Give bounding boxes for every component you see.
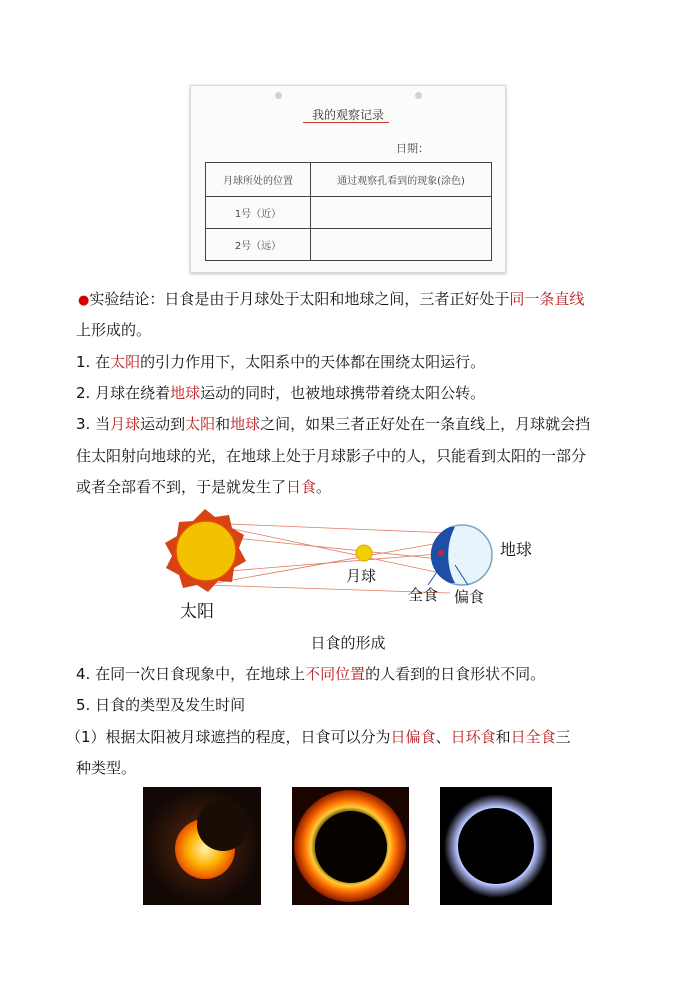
diagram-caption: 日食的形成 <box>310 634 386 652</box>
point-5-1-line-2: 种类型。 <box>76 759 137 777</box>
point-4 <box>76 664 545 684</box>
separator-1: 、 <box>435 728 451 746</box>
point-3-mid-1: 运动到 <box>140 415 186 433</box>
partial-eclipse-photo <box>143 787 261 905</box>
row-position: 2号（远） <box>206 229 311 261</box>
point-5-1-line-1 <box>66 727 571 747</box>
point-2-highlight: 地球 <box>170 384 201 402</box>
separator-2: 和 <box>495 728 511 746</box>
point-3-line-3-post: 。 <box>316 478 332 496</box>
conclusion-text: 实验结论：日食是由于月球处于太阳和地球之间，三者正好处于 <box>89 290 510 308</box>
sun-label: 太阳 <box>180 602 214 622</box>
point-3-highlight-sun: 太阳 <box>185 415 216 433</box>
partial-eclipse-label: 偏食 <box>454 588 485 606</box>
point-3-line-3 <box>76 477 331 497</box>
table-row <box>206 229 492 261</box>
point-2-post: 运动的同时，也被地球携带着绕太阳公转。 <box>200 384 486 402</box>
point-3-line-2: 住太阳射向地球的光，在地球上处于月球影子中的人，只能看到太阳的一部分 <box>76 447 587 465</box>
point-5: 5. 日食的类型及发生时间 <box>76 696 246 714</box>
table-header-row <box>206 163 492 197</box>
point-3-pre: 3. 当 <box>76 415 111 433</box>
solar-eclipse-diagram <box>150 505 550 627</box>
conclusion-line-2: 上形成的。 <box>76 321 152 339</box>
point-2 <box>76 383 485 403</box>
conclusion-line-1 <box>78 289 584 311</box>
date-label: 日期： <box>396 142 429 155</box>
table-row <box>206 197 492 229</box>
point-3-line-1 <box>76 414 590 434</box>
header-observation: 通过观察孔看到的现象(涂色) <box>311 163 492 197</box>
point-3-mid-2: 和 <box>215 415 231 433</box>
point-4-pre: 4. 在同一次日食现象中，在地球上 <box>76 665 306 683</box>
moon-icon <box>356 545 372 561</box>
point-3-post: 之间，如果三者正好处在一条直线上，月球就会挡 <box>260 415 591 433</box>
point-1-pre: 1. 在 <box>76 353 111 371</box>
highlight-same-line: 同一条直线 <box>509 290 585 308</box>
point-1-post: 的引力作用下，太阳系中的天体都在围绕太阳运行。 <box>140 353 486 371</box>
title-underline <box>303 122 389 123</box>
header-position: 月球所处的位置 <box>206 163 311 197</box>
point-4-post: 的人看到的日食形状不同。 <box>365 665 546 683</box>
earth-icon <box>431 525 492 585</box>
highlight-annular-eclipse: 日环食 <box>450 728 496 746</box>
moon-label: 月球 <box>346 567 377 585</box>
highlight-partial-eclipse: 日偏食 <box>390 728 436 746</box>
point-5-1-pre: （1）根据太阳被月球遮挡的程度，日食可以分为 <box>66 728 391 746</box>
bullet-icon: ● <box>78 293 90 308</box>
point-3-highlight-moon: 月球 <box>110 415 141 433</box>
highlight-total-eclipse: 日全食 <box>510 728 556 746</box>
observation-table <box>205 162 492 261</box>
earth-label: 地球 <box>500 540 533 559</box>
row-position: 1号（近） <box>206 197 311 229</box>
point-1-highlight: 太阳 <box>110 353 141 371</box>
point-1 <box>76 352 485 372</box>
pin-right <box>415 92 422 99</box>
record-card-title: 我的观察记录 <box>311 108 384 122</box>
row-observation <box>311 229 492 261</box>
point-5-1-post: 三 <box>555 728 571 746</box>
row-observation <box>311 197 492 229</box>
pin-left <box>275 92 282 99</box>
point-3-highlight-eclipse: 日食 <box>286 478 317 496</box>
total-eclipse-label: 全食 <box>408 586 439 604</box>
point-2-pre: 2. 月球在绕着 <box>76 384 171 402</box>
point-3-highlight-earth: 地球 <box>230 415 261 433</box>
observation-record-card <box>190 85 506 273</box>
point-4-highlight: 不同位置 <box>305 665 366 683</box>
annular-eclipse-photo <box>292 787 409 905</box>
total-eclipse-photo <box>440 787 552 905</box>
point-3-line-3-pre: 或者全部看不到，于是就发生了 <box>76 478 287 496</box>
